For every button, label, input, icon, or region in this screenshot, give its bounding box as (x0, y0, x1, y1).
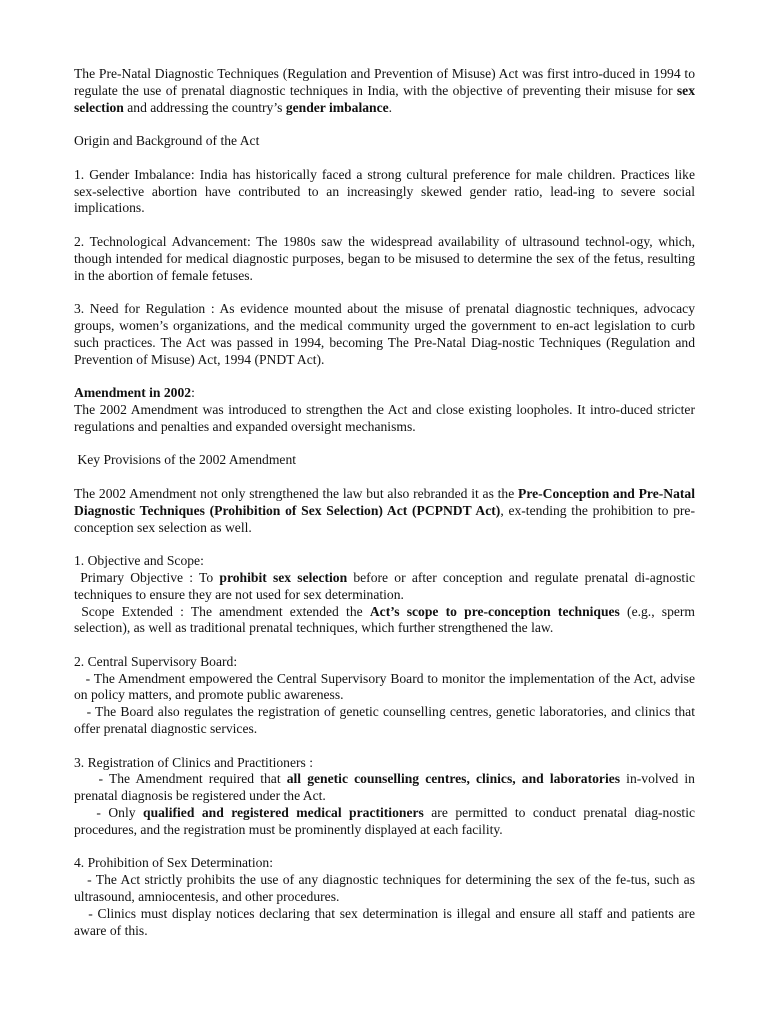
sec3-p1-text-2: in-volved in prenatal diagnosis be registered under the Act. (74, 771, 695, 804)
sec1-p1-text-2: before or after conception and regulate prenatal di-agnostic techniques to ensure they are not used for sex determination. (74, 569, 696, 602)
section-4-item-2: - Clinics must display notices declaring that sex determination is illegal and ensure all staff and patients are aware of this. (74, 905, 699, 938)
rebrand-paragraph (74, 486, 695, 536)
sec3-p1-bold: all genetic counselling centres, clinics, and laboratories (286, 771, 621, 787)
section-4-item-1: - The Act strictly prohibits the use of any diagnostic techniques for determining the sex of the fe-tus, such as ultrasound, amniocentesis, and other procedures. (74, 872, 699, 905)
sec1-p1-text: Primary Objective : To (74, 569, 220, 585)
sec3-p2-text-2: are permitted to conduct prenatal diag-nostic procedures, and the registration must be prominently displayed at each facility. (74, 805, 696, 837)
sec1-p2-text-2: (e.g., sperm selection), as well as traditional prenatal techniques, which further strengthened the law. (74, 603, 696, 636)
section-3-title: 3. Registration of Clinics and Practitioners : (74, 754, 313, 770)
section-4-title: 4. Prohibition of Sex Determination: (74, 855, 273, 871)
intro-period: . (388, 99, 393, 115)
section-1-title: 1. Objective and Scope: (74, 553, 204, 569)
section-1-primary-objective (74, 570, 695, 604)
origin-item-1: 1. Gender Imbalance: India has historically faced a strong cultural preference for male children. Practices like sex-selective abortion have contributed to an increasingly skewed gender ratio, lead-ing to severe social implications. (74, 166, 695, 216)
sec1-p2-text: Scope Extended : The amendment extended the (74, 603, 370, 619)
amendment-heading-colon: : (191, 385, 195, 401)
sec3-p1-text: - The Amendment required that (74, 771, 287, 787)
rebrand-text-2: , ex-tending the prohibition to pre-conception sex selection as well. (74, 502, 695, 535)
amendment-heading-text: Amendment in 2002 (74, 385, 192, 401)
origin-item-3: 3. Need for Regulation : As evidence mounted about the misuse of prenatal diagnostic techniques, advocacy groups, women’s organizations, and the medical community urged the government to en-act legislation to curb such practices. The Act was passed in 1994, becoming The Pre-Natal Diag-nostic Techniques (Regulation and Prevention of Misuse) Act, 1994 (PNDT Act). (74, 301, 695, 367)
section-2-item-1: - The Amendment empowered the Central Supervisory Board to monitor the implementation of the Act, advise on policy matters, and promote public awareness. (74, 670, 699, 703)
intro-bold-gender-imbalance: gender imbalance (285, 99, 389, 115)
sec3-p2-text: - Only (74, 805, 144, 821)
amendment-heading (74, 385, 695, 402)
intro-paragraph (74, 66, 695, 116)
origin-heading: Origin and Background of the Act (74, 133, 260, 149)
key-provisions-heading: Key Provisions of the 2002 Amendment (74, 452, 297, 468)
section-1-scope-extended (74, 604, 695, 638)
sec3-p2-bold: qualified and registered medical practitioners (143, 805, 424, 821)
sec1-p1-bold: prohibit sex selection (219, 569, 348, 585)
origin-item-2: 2. Technological Advancement: The 1980s saw the widespread availability of ultrasound technol-ogy, which, though intended for medical diagnostic purposes, began to be misused to determine the sex of the fetus, resulting in the abortion of female fetuses. (74, 233, 695, 283)
section-2-title: 2. Central Supervisory Board: (74, 653, 238, 669)
rebrand-bold-act-name: Pre-Conception and Pre-Natal Diagnostic Techniques (Prohibition of Sex Selection) Act (PCPNDT Act) (74, 485, 695, 518)
document-page (74, 66, 699, 939)
intro-text: The Pre-Natal Diagnostic Techniques (Regulation and Prevention of Misuse) Act was first intro-duced in 1994 to regulate the use of prenatal diagnostic techniques in India, with the objective of preventing their misuse for (74, 66, 695, 98)
sec1-p2-bold: Act’s scope to pre-conception techniques (369, 603, 620, 619)
rebrand-text: The 2002 Amendment not only strengthened the law but also rebranded it as the (74, 485, 519, 501)
intro-bold-sex-selection: sex selection (74, 82, 695, 115)
section-2-item-2: - The Board also regulates the registration of genetic counselling centres, genetic laboratories, and clinics that offer prenatal diagnostic services. (74, 704, 699, 737)
intro-text-2: and addressing the country’s (123, 99, 286, 115)
section-3-item-2 (74, 805, 695, 839)
amendment-paragraph: The 2002 Amendment was introduced to strengthen the Act and close existing loopholes. It intro-duced stricter regulations and penalties and expanded oversight mechanisms. (74, 401, 695, 434)
section-3-item-1 (74, 771, 695, 805)
